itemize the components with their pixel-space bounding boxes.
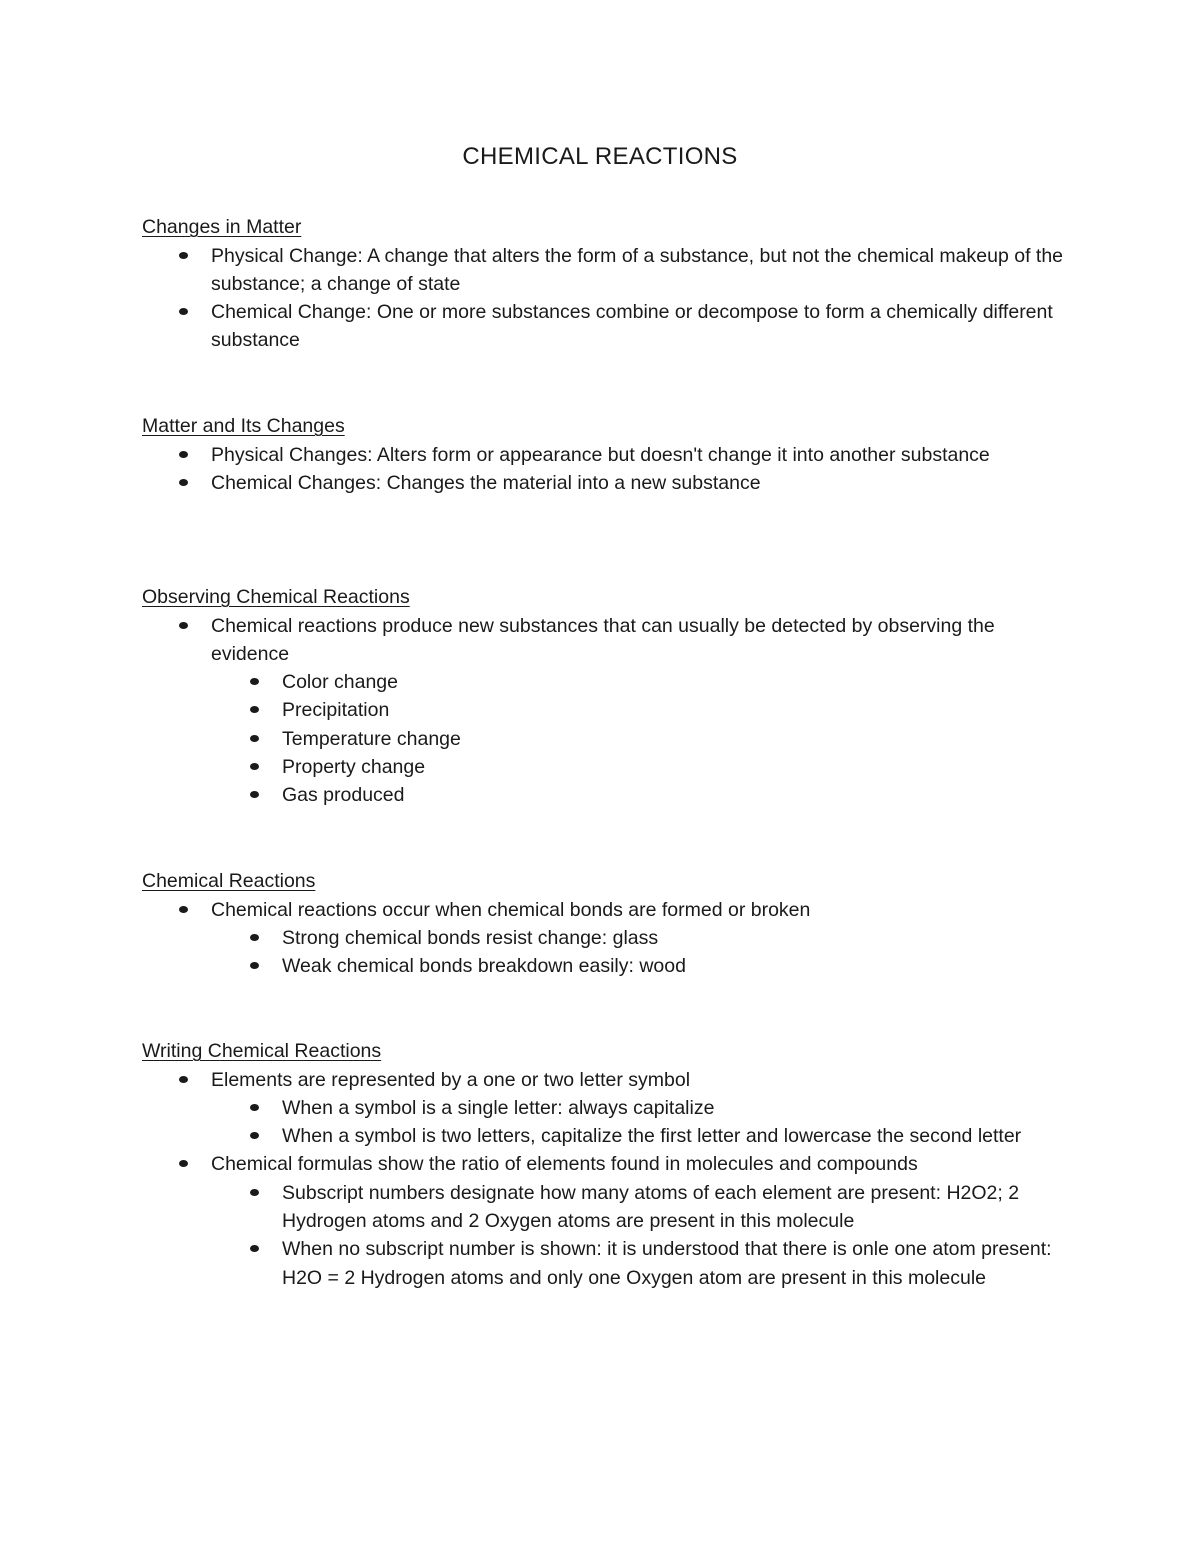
- bullet-icon: [250, 763, 259, 770]
- section-observing-chemical-reactions: [142, 583, 1072, 810]
- bullet-list: [142, 242, 1072, 355]
- list-item: [142, 896, 1072, 924]
- bullet-icon: [179, 451, 188, 458]
- list-item: [142, 1150, 1072, 1178]
- bullet-icon: [250, 934, 259, 941]
- sub-list-item: [142, 668, 1072, 696]
- list-item-text: Physical Change: A change that alters the form of a substance, but not the chemical makeup of the substance; a change of state: [211, 244, 1064, 295]
- bullet-icon: [250, 678, 259, 685]
- section-heading: Matter and Its Changes: [142, 415, 345, 437]
- bullet-icon: [179, 1160, 188, 1167]
- list-item-text: When a symbol is two letters, capitalize the first letter and lowercase the second letter: [282, 1125, 1022, 1148]
- bullet-icon: [250, 1104, 259, 1111]
- list-item-text: Chemical Changes: Changes the material into a new substance: [211, 471, 761, 494]
- section-writing-chemical-reactions: [142, 1037, 1072, 1292]
- list-item-text: Color change: [282, 671, 398, 694]
- bullet-icon: [179, 622, 188, 629]
- list-item-text: Property change: [282, 755, 426, 778]
- bullet-icon: [250, 1245, 259, 1252]
- list-item-text: When a symbol is a single letter: always capitalize: [282, 1096, 715, 1119]
- bullet-list: [142, 441, 1072, 498]
- sub-list-item: [142, 696, 1072, 724]
- list-item-text: Strong chemical bonds resist change: glass: [282, 926, 659, 949]
- sub-list-item: [142, 1235, 1072, 1292]
- list-item-text: Chemical reactions produce new substances that can usually be detected by observing the evidence: [211, 614, 995, 665]
- bullet-icon: [179, 1076, 188, 1083]
- page-title: CHEMICAL REACTIONS: [462, 143, 738, 170]
- section-changes-in-matter: [142, 213, 1072, 355]
- list-item-text: Physical Changes: Alters form or appearance but doesn't change it into another substance: [211, 443, 990, 466]
- section-heading: Observing Chemical Reactions: [142, 586, 410, 608]
- list-item-text: Weak chemical bonds breakdown easily: wood: [282, 955, 686, 978]
- list-item-text: Chemical Change: One or more substances combine or decompose to form a chemically different substance: [211, 301, 1053, 352]
- bullet-icon: [179, 252, 188, 259]
- list-item: [142, 1066, 1072, 1094]
- bullet-list: [142, 896, 1072, 981]
- list-item-text: When no subscript number is shown: it is understood that there is onle one atom present: H2O = 2 Hydrogen atoms and only one Oxygen atom are present in this molecule: [282, 1238, 1052, 1289]
- sub-list-item: [142, 1179, 1072, 1236]
- list-item: [142, 298, 1072, 355]
- bullet-list: [142, 612, 1072, 810]
- sub-list-item: [142, 1122, 1072, 1150]
- bullet-icon: [250, 706, 259, 713]
- section-matter-and-its-changes: [142, 412, 1072, 497]
- bullet-icon: [250, 1189, 259, 1196]
- sub-list-item: [142, 1094, 1072, 1122]
- section-chemical-reactions: [142, 867, 1072, 980]
- bullet-icon: [179, 906, 188, 913]
- list-item: [142, 441, 1072, 469]
- list-item: [142, 612, 1072, 669]
- sub-list-item: [142, 924, 1072, 952]
- list-item-text: Temperature change: [282, 727, 461, 750]
- bullet-icon: [179, 479, 188, 486]
- sub-list-item: [142, 725, 1072, 753]
- sub-list-item: [142, 753, 1072, 781]
- bullet-list: [142, 1066, 1072, 1292]
- list-item: [142, 242, 1072, 299]
- list-item-text: Gas produced: [282, 784, 405, 807]
- list-item-text: Precipitation: [282, 699, 390, 722]
- list-item-text: Elements are represented by a one or two letter symbol: [211, 1068, 691, 1091]
- bullet-icon: [179, 308, 188, 315]
- section-heading: Changes in Matter: [142, 216, 302, 238]
- list-item: [142, 469, 1072, 497]
- bullet-icon: [250, 791, 259, 798]
- section-heading: Chemical Reactions: [142, 870, 316, 892]
- bullet-icon: [250, 735, 259, 742]
- list-item-text: Chemical reactions occur when chemical bonds are formed or broken: [211, 898, 811, 921]
- sub-list-item: [142, 952, 1072, 980]
- bullet-icon: [250, 962, 259, 969]
- section-heading: Writing Chemical Reactions: [142, 1040, 382, 1062]
- sub-list-item: [142, 781, 1072, 809]
- list-item-text: Subscript numbers designate how many atoms of each element are present: H2O2; 2 Hydrogen atoms and 2 Oxygen atoms are present in this molecule: [282, 1181, 1020, 1232]
- bullet-icon: [250, 1132, 259, 1139]
- list-item-text: Chemical formulas show the ratio of elements found in molecules and compounds: [211, 1153, 918, 1176]
